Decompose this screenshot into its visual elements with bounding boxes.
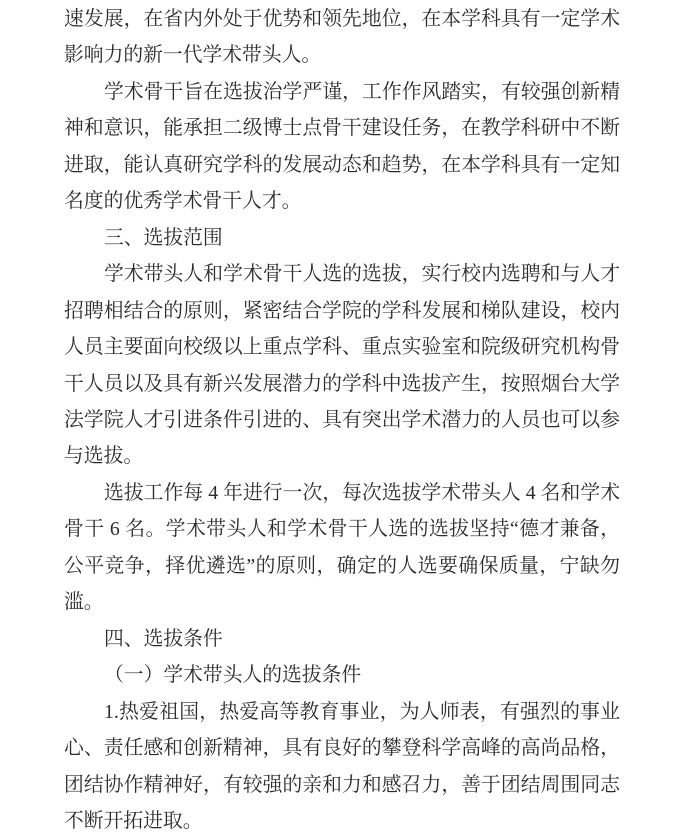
paragraph: 1.热爱祖国，热爱高等教育事业，为人师表，有强烈的事业心、责任感和创新精神，具有良好的攀登科学高峰的高尚品格，团结协作精神好，有较强的亲和力和感召力，善于团结周围同志不断开拓进取。 [64, 700, 620, 832]
paragraph: 学术骨干旨在选拔治学严谨，工作作风踏实，有较强创新精神和意识，能承担二级博士点骨干建设任务，在教学科研中不断进取，能认真研究学科的发展动态和趋势，在本学科具有一定知名度的优秀学术骨干人才。 [64, 80, 620, 213]
paragraph: 速发展，在省内外处于优势和领先地位，在本学科具有一定学术影响力的新一代学术带头人。 [64, 8, 620, 67]
section-heading: 四、选拔条件 [104, 627, 223, 650]
paragraph: 选拔工作每 4 年进行一次，每次选拔学术带头人 4 名和学术骨干 6 名。学术带头人和学术骨干人选的选拔坚持“德才兼备，公平竞争，择优遴选”的原则，确定的人选要确保质量，宁缺勿滥。 [64, 481, 620, 614]
section-heading: 三、选拔范围 [104, 226, 223, 249]
paragraph: 学术带头人和学术骨干人选的选拔，实行校内选聘和与人才招聘相结合的原则，紧密结合学院的学科发展和梯队建设，校内人员主要面向校级以上重点学科、重点实验室和院级研究机构骨干人员以及具有新兴发展潜力的学科中选拔产生，按照烟台大学法学院人才引进条件引进的、具有突出学术潜力的人员也可以参与选拔。 [64, 263, 620, 468]
section-heading: （一）学术带头人的选拔条件 [104, 664, 362, 687]
document-body [64, 1, 620, 839]
